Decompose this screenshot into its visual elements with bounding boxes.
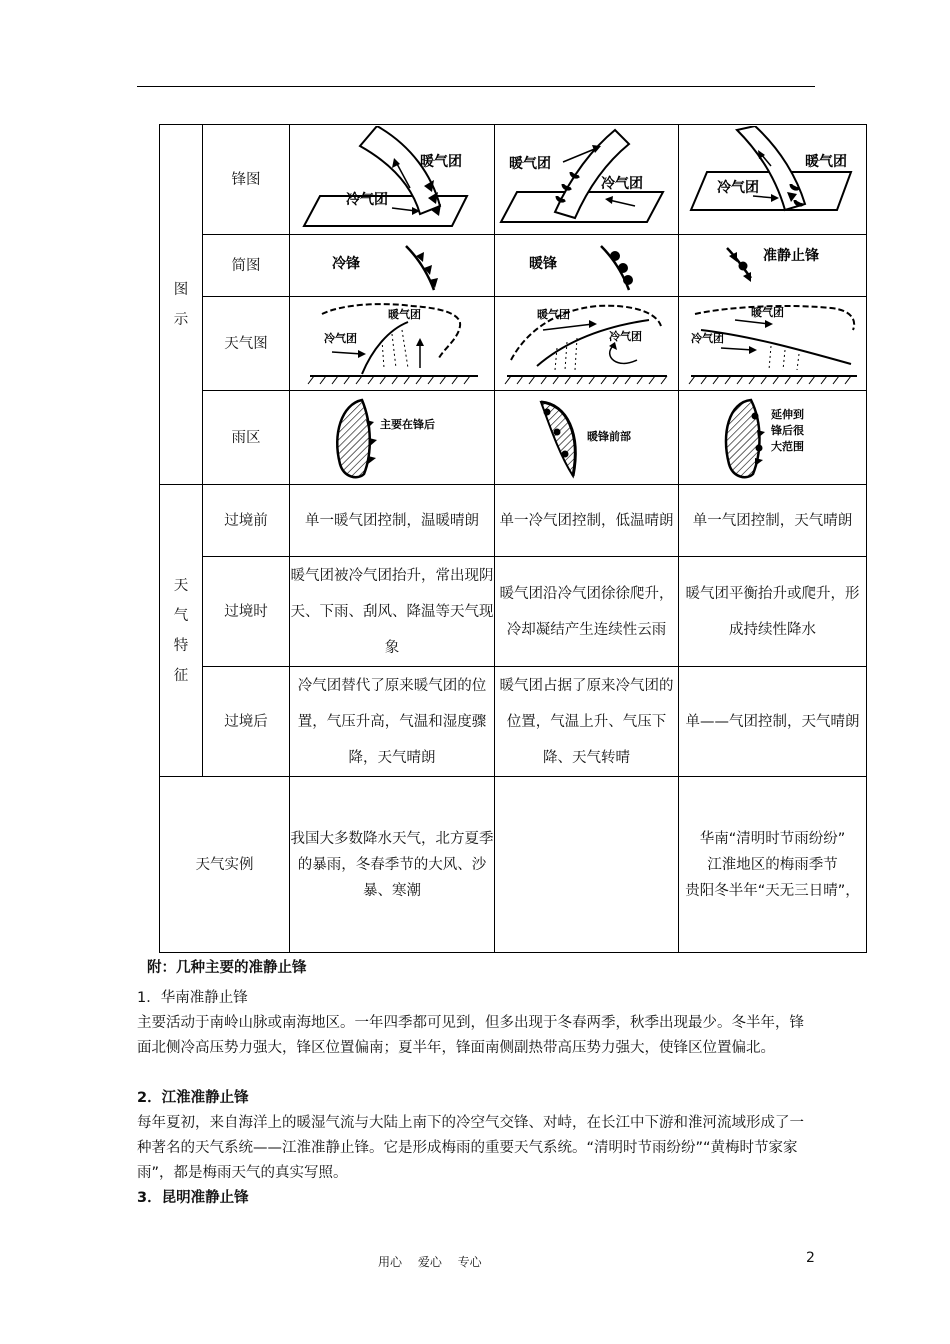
- diag-label-warm: 暖气团: [508, 155, 551, 172]
- stationary-during: 暖气团平衡抬升或爬升，形成持续性降水: [679, 557, 867, 667]
- item2-title: 2．江淮准静止锋: [137, 1090, 249, 1106]
- diag-label-warm: 暖气团: [804, 153, 847, 170]
- stationary-examples: 华南“清明时节雨纷纷” 江淮地区的梅雨季节 贵阳冬半年“天无三日晴”，: [679, 777, 867, 953]
- warm-front-weather-map: [495, 297, 679, 391]
- header-rule: [137, 86, 815, 87]
- warm-after: 暖气团占据了原来冷气团的位置，气温上升、气压下降、天气转晴: [495, 667, 679, 777]
- page-number: 2: [806, 1250, 815, 1266]
- stationary-front-diagram: [679, 125, 867, 235]
- svg-text:主要在锋后: 主要在锋后: [380, 417, 435, 431]
- cold-front-symbol: [290, 235, 495, 297]
- diag-label-cold: 冷气团: [346, 191, 388, 208]
- warm-front-symbol: [495, 235, 679, 297]
- svg-text:冷锋: 冷锋: [332, 255, 360, 272]
- cold-during: 暖气团被冷气团抬升，常出现阴天、下雨、刮风、降温等天气现象: [290, 557, 495, 667]
- cold-front-diagram: [290, 125, 495, 235]
- svg-text:延伸到: 延伸到: [770, 407, 804, 421]
- svg-text:暖锋前部: 暖锋前部: [586, 429, 631, 443]
- warm-front-rain-area: [495, 391, 679, 485]
- cold-examples: 我国大多数降水天气，北方夏季的暴雨，冬春季节的大风、沙暴、寒潮: [290, 777, 495, 953]
- stationary-after: 单——气团控制，天气晴朗: [679, 667, 867, 777]
- footer-motto: 用心 爱心 专心: [378, 1255, 482, 1269]
- row-label-examples: 天气实例: [160, 777, 290, 953]
- item1-text: 主要活动于南岭山脉或南海地区。一年四季都可见到，但多出现于冬春两季，秋季出现最少。冬半年，锋面北侧冷高压势力强大，锋区位置偏南；夏半年，锋面南侧副热带高压势力强大，使锋区位置偏北。: [137, 1015, 804, 1056]
- cold-front-rain-area: [290, 391, 495, 485]
- svg-text:冷气团: 冷气团: [690, 331, 724, 345]
- svg-text:暖气团: 暖气团: [388, 307, 421, 321]
- cold-after: 冷气团替代了原来暖气团的位置，气压升高，气温和湿度骤降，天气晴朗: [290, 667, 495, 777]
- stationary-before: 单一气团控制，天气晴朗: [679, 485, 867, 557]
- svg-text:准静止锋: 准静止锋: [762, 247, 819, 264]
- stationary-front-symbol: [679, 235, 867, 297]
- row-label-rain-area: 雨区: [203, 391, 290, 485]
- svg-text:冷气团: 冷气团: [608, 329, 642, 343]
- svg-text:暖气团: 暖气团: [750, 305, 784, 319]
- svg-text:冷气团: 冷气团: [324, 331, 357, 345]
- stationary-front-weather-map: [679, 297, 867, 391]
- warm-before: 单一冷气团控制，低温晴朗: [495, 485, 679, 557]
- diag-label-cold: 冷气团: [600, 175, 643, 192]
- warm-examples: [495, 777, 679, 953]
- row-label-before: 过境前: [203, 485, 290, 557]
- row-label-after: 过境后: [203, 667, 290, 777]
- stationary-front-rain-area: [679, 391, 867, 485]
- svg-text:锋后很: 锋后很: [770, 423, 804, 437]
- row-label-during: 过境时: [203, 557, 290, 667]
- front-comparison-table: [159, 124, 867, 953]
- svg-text:暖气团: 暖气团: [536, 307, 570, 321]
- item1-title: 1．华南准静止锋: [137, 990, 248, 1006]
- appendix-title: 附：几种主要的准静止锋: [147, 960, 307, 976]
- row-label-simple-diagram: 简图: [203, 235, 290, 297]
- item2-text: 每年夏初，来自海洋上的暖湿气流与大陆上南下的冷空气交锋、对峙，在长江中下游和淮河流域形成了一种著名的天气系统——江淮准静止锋。它是形成梅雨的重要天气系统。“清明时节雨纷纷”“黄梅时节家家雨”，都是梅雨天气的真实写照。: [137, 1115, 804, 1181]
- weather-group-label: 天气特征: [160, 485, 203, 777]
- row-label-front-diagram: 锋图: [203, 125, 290, 235]
- warm-front-diagram: [495, 125, 679, 235]
- svg-text:大范围: 大范围: [770, 439, 804, 453]
- diag-label-cold: 冷气团: [716, 179, 759, 196]
- cold-before: 单一暖气团控制，温暖晴朗: [290, 485, 495, 557]
- warm-during: 暖气团沿冷气团徐徐爬升，冷却凝结产生连续性云雨: [495, 557, 679, 667]
- figure-group-label: 图示: [160, 125, 203, 485]
- item3-title: 3．昆明准静止锋: [137, 1190, 249, 1206]
- svg-text:暖锋: 暖锋: [528, 255, 557, 272]
- diag-label-warm: 暖气团: [420, 153, 462, 170]
- row-label-weather-map: 天气图: [203, 297, 290, 391]
- cold-front-weather-map: [290, 297, 495, 391]
